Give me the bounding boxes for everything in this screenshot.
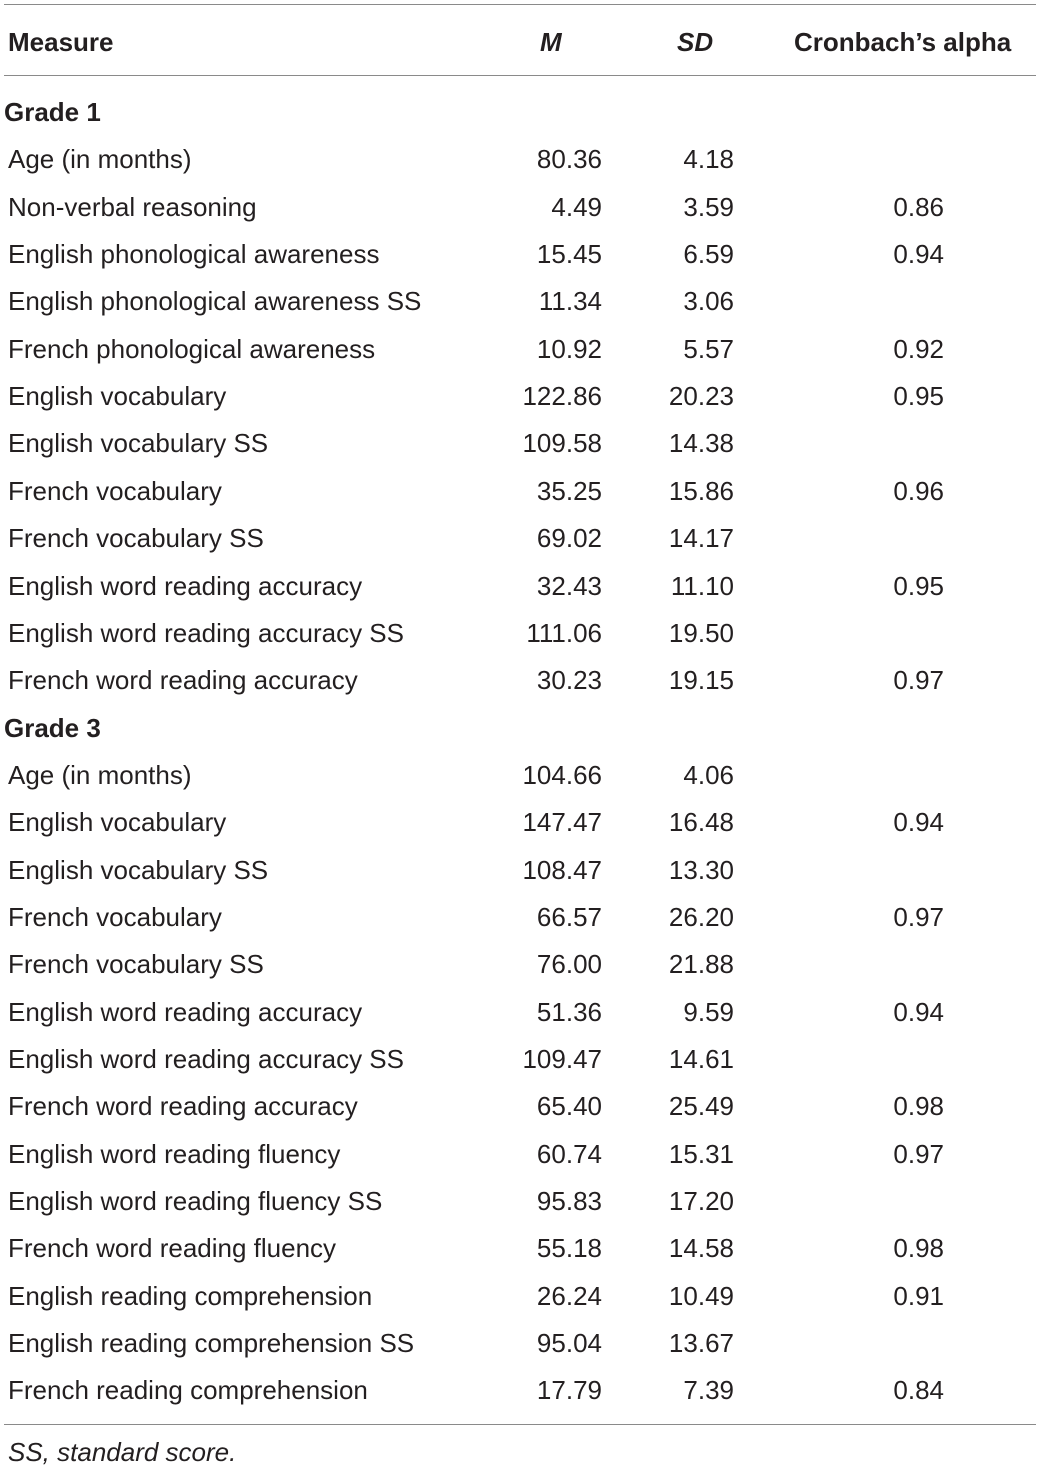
sd-cell: 6.59 [683,239,734,270]
alpha-cell: 0.94 [893,996,944,1027]
measure-cell: English vocabulary [8,807,227,838]
measure-cell: English word reading accuracy [8,570,363,601]
table-row [0,468,1042,515]
header-measure: Measure [8,27,114,57]
measure-cell: French reading comprehension [8,1375,368,1406]
mean-cell: 76.00 [536,949,602,980]
mean-cell: 11.34 [538,286,602,317]
table-row [0,752,1042,799]
sd-cell: 14.61 [668,1044,734,1074]
measure-cell: English word reading fluency SS [8,1186,383,1217]
alpha-cell: 0.98 [893,1233,944,1264]
alpha-cell: 0.97 [893,1138,944,1169]
measure-cell: French phonological awareness [8,333,376,364]
mean-cell: 30.23 [536,665,602,696]
mean-cell: 51.36 [536,996,602,1027]
measure-cell: Age (in months) [8,144,192,175]
table-bottom-rule [4,1424,1036,1425]
mean-cell: 108.47 [522,854,602,885]
measure-cell: English phonological awareness SS [8,286,422,317]
sd-cell: 4.06 [683,759,734,790]
mean-cell: 4.49 [551,191,602,222]
sd-cell: 10.49 [668,1280,734,1311]
mean-cell: 65.40 [536,1091,602,1122]
mean-cell: 55.18 [536,1233,602,1264]
table-row [0,1178,1042,1225]
sd-cell: 26.20 [668,901,734,932]
table-row [0,563,1042,610]
table-top-rule [4,4,1036,5]
mean-cell: 95.04 [536,1328,602,1359]
measure-cell: French vocabulary [8,475,222,506]
alpha-cell: 0.95 [893,381,944,412]
alpha-cell: 0.86 [893,191,944,222]
measure-cell: French word reading accuracy [8,665,358,696]
sd-cell: 15.31 [668,1138,734,1169]
alpha-cell: 0.97 [893,665,944,696]
table-footnote: SS, standard score. [8,1437,237,1467]
sd-cell: 14.38 [668,428,734,459]
measure-cell: French word reading fluency [8,1233,337,1264]
alpha-cell: 0.92 [893,333,944,364]
sd-cell: 11.10 [670,570,734,601]
measure-cell: English word reading accuracy [8,996,363,1027]
table-row [0,610,1042,657]
table-row [0,1036,1042,1083]
table-row [0,136,1042,183]
sd-cell: 3.59 [683,191,734,222]
measure-cell: English word reading fluency [8,1138,341,1169]
mean-cell: 111.06 [526,617,602,648]
alpha-cell: 0.94 [893,807,944,838]
mean-cell: 109.47 [522,1044,602,1074]
table-row [0,1367,1042,1414]
mean-cell: 15.45 [536,239,602,270]
section-title: Grade 1 [4,97,101,127]
mean-cell: 60.74 [536,1138,602,1169]
measure-cell: French word reading accuracy [8,1091,358,1122]
mean-cell: 109.58 [522,428,602,459]
table-row [0,1273,1042,1320]
alpha-cell: 0.84 [893,1375,944,1406]
sd-cell: 13.30 [668,854,734,885]
sd-cell: 4.18 [683,144,734,175]
mean-cell: 26.24 [536,1280,602,1311]
sd-cell: 5.57 [683,333,734,364]
table-row [0,278,1042,325]
measure-cell: English vocabulary SS [8,428,269,459]
table-row [0,847,1042,894]
sd-cell: 7.39 [683,1375,734,1406]
sd-cell: 9.59 [683,996,734,1027]
table-row [0,373,1042,420]
header-sd: SD [677,27,714,57]
table-row [0,326,1042,373]
alpha-cell: 0.96 [893,475,944,506]
table-row [0,941,1042,988]
table-row [0,799,1042,846]
mean-cell: 35.25 [536,475,602,506]
measure-cell: English word reading accuracy SS [8,1044,404,1074]
mean-cell: 32.43 [536,570,602,601]
table-row [0,1083,1042,1130]
section-title: Grade 3 [4,712,101,743]
measure-cell: French vocabulary SS [8,949,264,980]
header-bottom-rule [4,75,1036,76]
mean-cell: 104.66 [522,759,602,790]
table-row [0,989,1042,1036]
sd-cell: 25.49 [668,1091,734,1122]
table-row [0,657,1042,704]
sd-cell: 19.50 [668,617,734,648]
sd-cell: 21.88 [668,949,734,980]
mean-cell: 147.47 [522,807,602,838]
table-row [0,184,1042,231]
measure-cell: Age (in months) [8,759,192,790]
measure-cell: Non-verbal reasoning [8,191,257,222]
sd-cell: 14.17 [668,523,734,554]
header-mean: M [540,27,562,57]
alpha-cell: 0.98 [893,1091,944,1122]
mean-cell: 66.57 [536,901,602,932]
table-row [0,1320,1042,1367]
table-row [0,1131,1042,1178]
table-row [0,420,1042,467]
measure-cell: English reading comprehension [8,1280,373,1311]
sd-cell: 17.20 [668,1186,734,1217]
table-row [0,231,1042,278]
alpha-cell: 0.91 [893,1280,944,1311]
mean-cell: 95.83 [536,1186,602,1217]
mean-cell: 122.86 [522,381,602,412]
mean-cell: 10.92 [536,333,602,364]
mean-cell: 80.36 [536,144,602,175]
measure-cell: French vocabulary [8,901,222,932]
sd-cell: 20.23 [668,381,734,412]
measure-cell: English word reading accuracy SS [8,617,404,648]
mean-cell: 17.79 [536,1375,602,1406]
sd-cell: 3.06 [683,286,734,317]
measure-cell: English vocabulary [8,381,227,412]
alpha-cell: 0.95 [893,570,944,601]
alpha-cell: 0.97 [893,901,944,932]
measure-cell: English reading comprehension SS [8,1328,415,1359]
mean-cell: 69.02 [536,523,602,554]
table-row [0,515,1042,562]
table-header-row [0,18,1042,66]
sd-cell: 14.58 [668,1233,734,1264]
measure-cell: English phonological awareness [8,239,380,270]
measure-cell: French vocabulary SS [8,523,264,554]
table-row [0,1225,1042,1272]
sd-cell: 19.15 [668,665,734,696]
sd-cell: 16.48 [668,807,734,838]
measure-cell: English vocabulary SS [8,854,269,885]
header-cronbach-alpha: Cronbach’s alpha [794,27,1012,57]
sd-cell: 13.67 [668,1328,734,1359]
table-row [0,894,1042,941]
alpha-cell: 0.94 [893,239,944,270]
sd-cell: 15.86 [668,475,734,506]
